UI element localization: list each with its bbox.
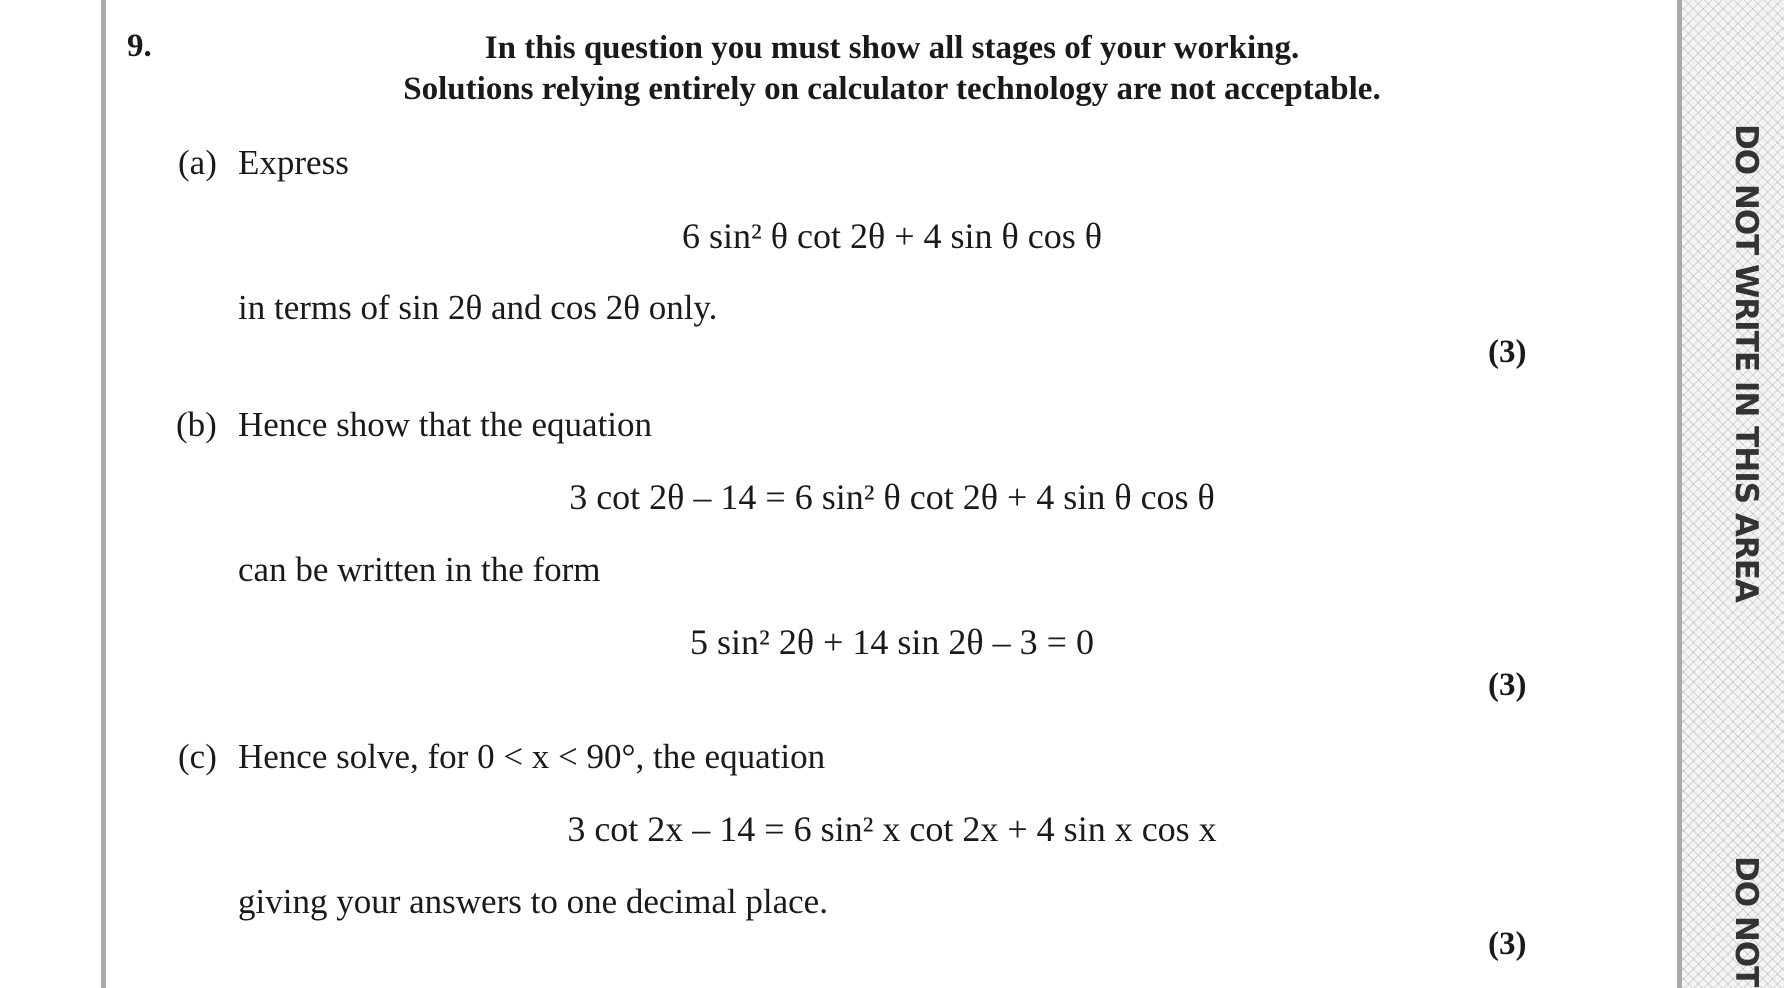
part-b-target-form: 5 sin² 2θ + 14 sin 2θ – 3 = 0 [690, 622, 1094, 662]
question-number: 9. [127, 28, 152, 64]
part-c-prompt: Hence solve, for 0 < x < 90°, the equation [238, 737, 826, 776]
do-not-write-label: DO NOT WRITE IN THIS AREA [1728, 124, 1764, 602]
instruction-line-1: In this question you must show all stages of your working. [484, 30, 1300, 66]
part-a-label: (a) [178, 143, 217, 182]
part-a-marks: (3) [1488, 334, 1527, 370]
part-a-instruction: in terms of sin 2θ and cos 2θ only. [238, 288, 718, 327]
part-b-label: (b) [176, 405, 217, 444]
instruction-line-2: Solutions relying entirely on calculator technology are not acceptable. [403, 71, 1381, 107]
part-c-instruction: giving your answers to one decimal place. [238, 882, 828, 921]
part-b-form-text: can be written in the form [238, 550, 601, 589]
part-b-prompt: Hence show that the equation [238, 405, 653, 444]
part-c-marks: (3) [1488, 926, 1527, 962]
part-a-prompt: Express [238, 143, 349, 182]
part-b-marks: (3) [1488, 667, 1527, 703]
part-c-label: (c) [178, 737, 217, 776]
part-c-equation: 3 cot 2x – 14 = 6 sin² x cot 2x + 4 sin x cos x [567, 809, 1217, 849]
part-a-expression: 6 sin² θ cot 2θ + 4 sin θ cos θ [681, 216, 1103, 256]
do-not-write-label-partial: DO NOT [1728, 856, 1764, 987]
part-b-equation: 3 cot 2θ – 14 = 6 sin² θ cot 2θ + 4 sin θ cos θ [569, 477, 1215, 517]
